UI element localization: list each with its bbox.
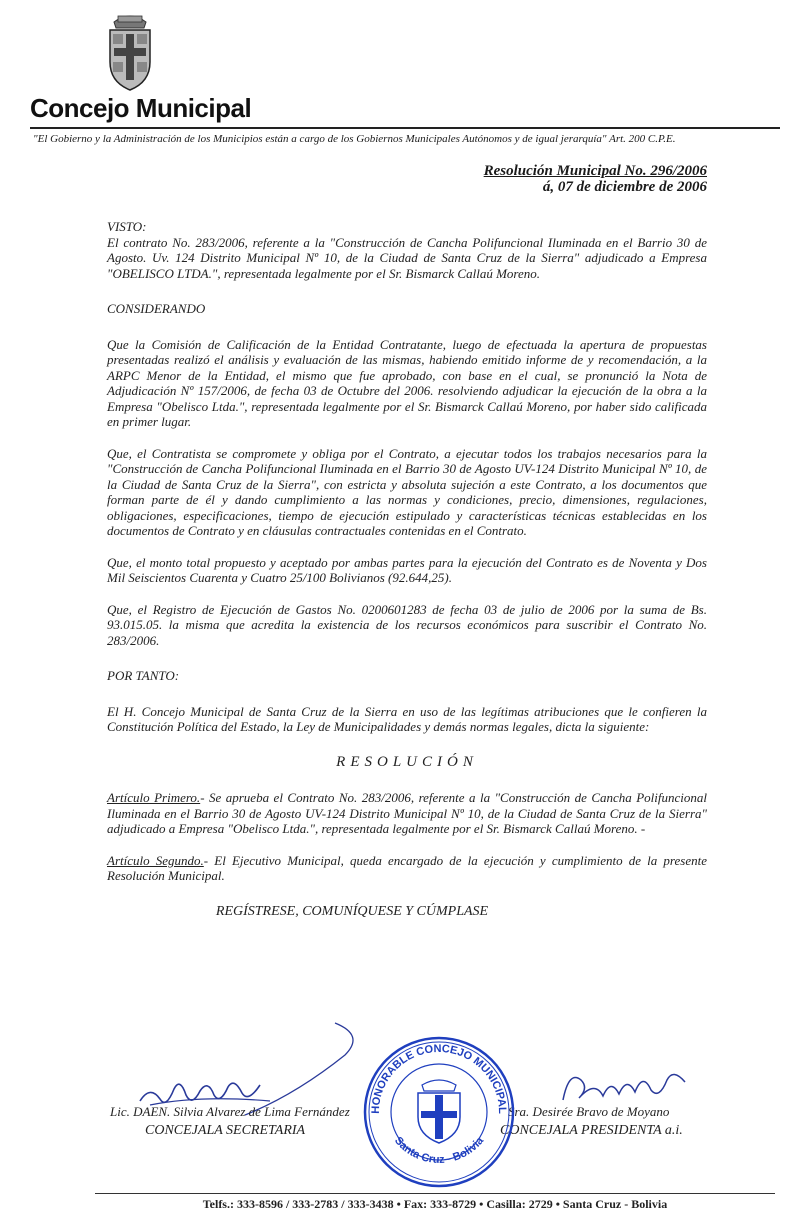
considerando-paragraph: Que, el monto total propuesto y aceptado por ambas partes para la ejecución del Contrato es de Noventa y Dos Mil Seiscientos Cuarenta y Cuatro 25/100 Bolivianos (92.644,25). xyxy=(107,554,707,585)
coat-of-arms-emblem xyxy=(104,10,156,92)
visto-heading: VISTO: xyxy=(107,219,147,234)
por-tanto-text: El H. Concejo Municipal de Santa Cruz de la Sierra en uso de las legítimas atribuciones que le confieren la Constitución Política del Estado, la Ley de Municipalidades y demás normas legales, dicta la siguiente: xyxy=(107,703,707,734)
considerando-heading: CONSIDERANDO xyxy=(107,301,206,316)
article-first xyxy=(107,790,707,837)
article-first-label: Artículo Primero. xyxy=(107,790,201,805)
article-second xyxy=(107,853,707,884)
svg-text:HONORABLE CONCEJO MUNICIPAL: HONORABLE CONCEJO MUNICIPAL xyxy=(369,1042,509,1115)
closing-proclamation: REGÍSTRESE, COMUNÍQUESE Y CÚMPLASE xyxy=(215,903,489,919)
footer-divider xyxy=(95,1193,775,1194)
footer-contact: Telfs.: 333-8596 / 333-2783 / 333-3438 • Fax: 333-8729 • Casilla: 2729 • Santa Cruz - Bolivia xyxy=(202,1197,668,1211)
signatory-secretary xyxy=(110,1104,350,1139)
article-first-text: - Se aprueba el Contrato No. 283/2006, referente a la "Construcción de Cancha Polifuncional Iluminada en el Barrio 30 de Agosto UV-124 Distrito Municipal Nº 10, de la Ciudad de Santa Cruz de la Sierra" adjudicado a Empresa "Obelisco Ltda.", representada legalmente por el Sr. Bismarck Callaú Moreno. - xyxy=(107,790,708,836)
signatory-president-role: CONCEJALA PRESIDENTA a.i. xyxy=(500,1123,683,1138)
signatory-secretary-name: Lic. DAEN. Silvia Alvarez de Lima Fernández xyxy=(110,1104,350,1119)
considerando-paragraph: Que la Comisión de Calificación de la Entidad Contratante, luego de efectuada la apertura de propuestas presentadas realizó el análisis y evaluación de las mismas, habiendo emitido informe de y recomendación, a la ARPC Menor de la Entidad, el mismo que fue aprobado, con base en el cual, se pronunció la Nota de Adjudicación Nº 157/2006, de fecha 03 de Octubre del 2006. resolviendo adjudicar la ejecución de la obra a la Empresa "Obelisco Ltda.", representada legalmente por el Sr. Bismarck Callaú Moreno, por haber sido calificada en primer lugar. xyxy=(107,336,707,429)
resolution-number: Resolución Municipal No. 296/2006 xyxy=(483,163,707,179)
por-tanto-heading: POR TANTO: xyxy=(107,668,180,683)
resolucion-title: RESOLUCIÓN xyxy=(336,753,478,770)
considerando-paragraph: Que, el Registro de Ejecución de Gastos No. 0200601283 de fecha 03 de julio de 2006 por la suma de Bs. 93.015.05. la misma que acredita la existencia de los recursos económicos para suscribir el Contrato No. 283/2006. xyxy=(107,601,707,648)
council-brand-name: Concejo Municipal xyxy=(30,93,252,123)
header-divider xyxy=(30,127,780,129)
svg-text:Santa Cruz - Bolivia: Santa Cruz - Bolivia xyxy=(391,1134,487,1167)
signatory-president xyxy=(500,1104,683,1139)
signatory-secretary-role: CONCEJALA SECRETARIA xyxy=(145,1123,306,1138)
considerando-paragraph: Que, el Contratista se compromete y obliga por el Contrato, a ejecutar todos los trabajos necesarios para la "Construcción de Cancha Polifuncional Iluminada en el Barrio 30 de Agosto UV-124 Distrito Municipal Nº 10, de la Ciudad de Santa Cruz de la Sierra", con estricta y absoluta sujeción a este Contrato, a los documentos que forman parte de él y dando cumplimiento a las normas y condiciones, precio, dimensiones, regulaciones, obligaciones, especificaciones, tiempo de ejecución estipulado y características técnicas establecidas en los documentos de Contrato y en cláusulas contractuales contenidas en el Contrato. xyxy=(107,445,707,538)
article-second-label: Artículo Segundo. xyxy=(107,852,204,868)
resolution-date: á, 07 de diciembre de 2006 xyxy=(542,179,707,195)
header-motto: "El Gobierno y la Administración de los Municipios están a cargo de los Gobiernos Municipales Autónomos y de igual jerarquía" Art. 200 C.P.E. xyxy=(33,133,676,145)
document-body xyxy=(107,219,707,919)
official-seal-stamp xyxy=(360,1033,518,1191)
article-second-text: - El Ejecutivo Municipal, queda encargado de la ejecución y cumplimiento de la presente Resolución Municipal. xyxy=(107,852,707,883)
visto-text: El contrato No. 283/2006, referente a la "Construcción de Cancha Polifuncional Iluminada en el Barrio 30 de Agosto. Uv. 124 Distrito Municipal Nº 10, de la Ciudad de Santa Cruz de la Sierra" adjudicado a Empresa "OBELISCO LTDA.", representada legalmente por el Sr. Bismarck Callaú Moreno. xyxy=(107,234,707,281)
signatory-president-name: Sra. Desirée Bravo de Moyano xyxy=(508,1104,670,1119)
